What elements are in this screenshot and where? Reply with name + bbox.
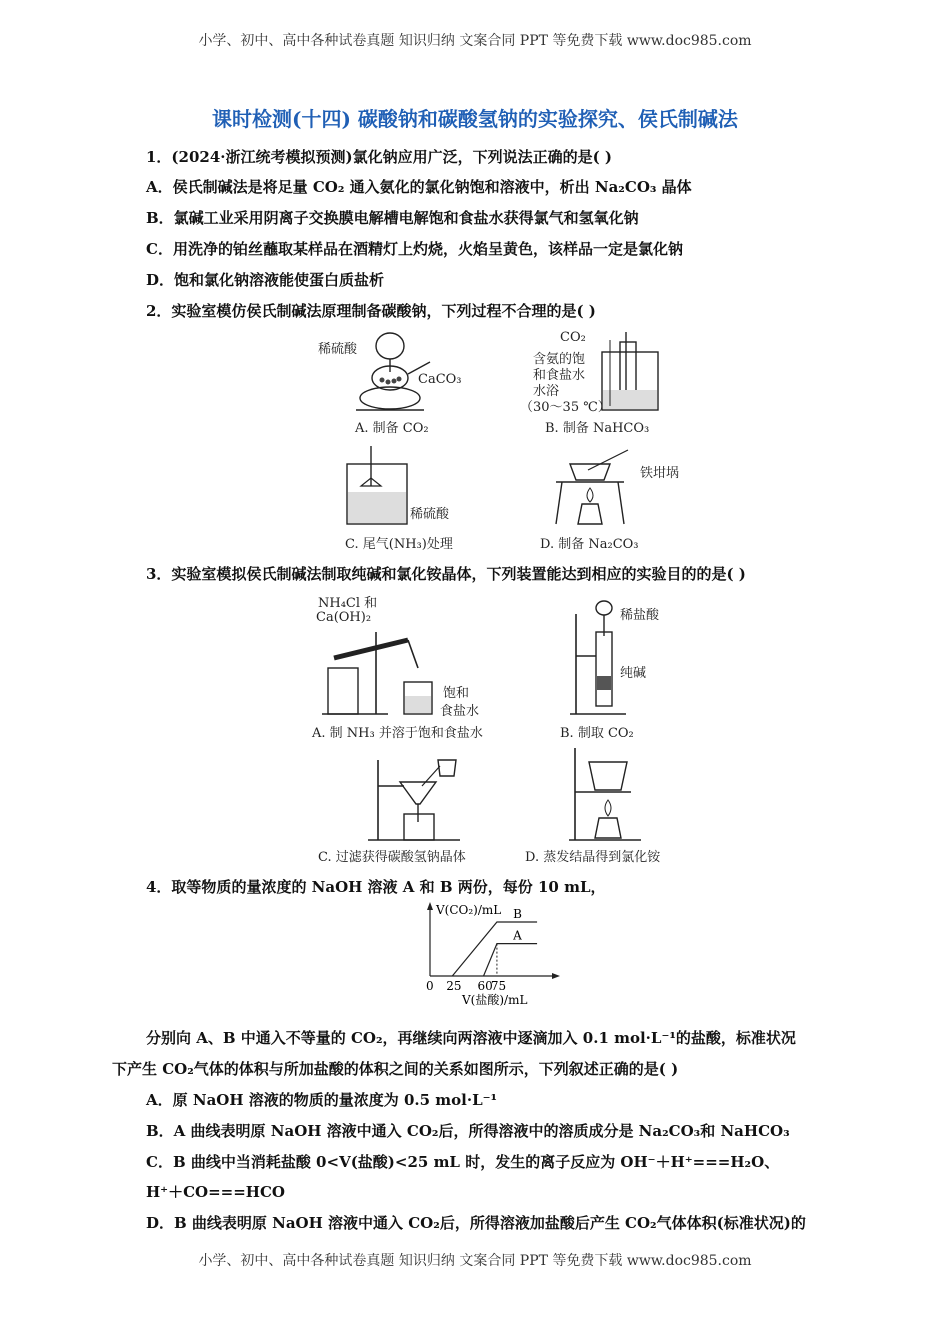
q3-stem: 3．实验室模拟侯氏制碱法制取纯碱和氯化铵晶体，下列装置能达到相应的实验目的的是( ): [146, 565, 746, 583]
caco3-granule: [380, 378, 385, 383]
q2-caption-a: A. 制备 CO₂: [355, 421, 429, 436]
q3-figure-d: [565, 744, 645, 844]
q4-option-d: D．B 曲线表明原 NaOH 溶液中通入 CO₂后，所得溶液加盐酸后产生 CO₂气体体积(标准状况)的: [146, 1214, 806, 1232]
y-axis-arrow: [427, 902, 433, 910]
reaction-tube: [596, 632, 612, 706]
series-lines: [452, 907, 537, 976]
q1-option-a: A．侯氏制碱法是将足量 CO₂ 通入氨化的氯化钠饱和溶液中，析出 Na₂CO₃ 晶体: [146, 178, 692, 196]
bath-water: [603, 390, 657, 409]
q2b-bath-temp-label: （30～35 ℃）: [520, 400, 611, 415]
series-label-B: B: [513, 907, 522, 921]
q2b-solution-label-1: 含氨的饱: [533, 352, 586, 367]
q3-caption-b: B. 制取 CO₂: [560, 726, 634, 741]
y-axis-label: V(CO₂)/mL: [436, 903, 502, 917]
q3-caption-c: C. 过滤获得碳酸氢钠晶体: [318, 850, 466, 865]
test-tube: [334, 640, 408, 658]
q2a-solid-label: CaCO₃: [418, 372, 462, 387]
series-line-A: [484, 944, 538, 976]
q3a-solution-label-1: 饱和: [443, 686, 470, 701]
q4-option-c-cont: H⁺＋CO===HCO: [146, 1183, 285, 1201]
q3-figure-c: [360, 756, 470, 844]
q1-option-b: B．氯碱工业采用阴离子交换膜电解槽电解饱和食盐水获得氯气和氢氧化钠: [146, 209, 639, 227]
tripod-leg: [556, 482, 562, 524]
q2-caption-b: B. 制备 NaHCO₃: [545, 421, 650, 436]
saturated-brine: [405, 696, 431, 713]
q4-paragraph-2: 下产生 CO₂气体的体积与所加盐酸的体积之间的关系如图所示，下列叙述正确的是( ): [112, 1060, 679, 1078]
q2b-gas-label: CO₂: [560, 330, 586, 345]
alcohol-lamp: [595, 818, 621, 838]
q3a-reagent-label-1: NH₄Cl 和: [318, 596, 378, 611]
q3a-solution-label-2: 食盐水: [440, 704, 480, 719]
soda-ash: [597, 676, 611, 690]
q4-option-b: B．A 曲线表明原 NaOH 溶液中通入 CO₂后，所得溶液中的溶质成分是 Na₂CO₃和 NaHCO₃: [146, 1122, 790, 1140]
q4-chart: [410, 900, 570, 1010]
dilute-acid: [348, 492, 406, 523]
receiving-beaker: [404, 814, 434, 840]
series-label-A: A: [513, 928, 522, 943]
q2d-crucible-label: 铁坩埚: [640, 466, 680, 481]
q2-figure-d: [548, 446, 638, 530]
x-axis-arrow: [552, 973, 560, 979]
caco3-granule: [386, 380, 391, 385]
x-tick-label: 60: [477, 979, 493, 993]
q3b-solid-label: 纯碱: [620, 666, 647, 681]
q2-caption-c: C. 尾气(NH₃)处理: [345, 537, 453, 552]
heating-tube-stand: [328, 668, 358, 714]
q1-stem: 1．(2024·浙江统考模拟预测)氯化钠应用广泛，下列说法正确的是( ): [146, 148, 613, 166]
q3b-acid-label: 稀盐酸: [620, 608, 660, 623]
q2c-acid-label: 稀硫酸: [410, 507, 450, 522]
lamp-flame: [605, 800, 611, 816]
x-tick-label: 75: [490, 979, 507, 993]
x-axis-label: V(盐酸)/mL: [462, 993, 528, 1007]
iron-crucible: [570, 464, 610, 480]
pouring-beaker: [438, 760, 456, 776]
kipp-top-bulb: [376, 333, 404, 359]
page-title: 课时检测(十四) 碳酸钠和碳酸氢钠的实验探究、侯氏制碱法: [212, 107, 738, 131]
tripod-leg: [618, 482, 624, 524]
delivery-tube: [408, 640, 418, 668]
q1-option-c: C．用洗净的铂丝蘸取某样品在酒精灯上灼烧，火焰呈黄色，该样品一定是氯化钠: [146, 240, 683, 258]
page-header: 小学、初中、高中各种试卷真题 知识归纳 文案合同 PPT 等免费下载 www.doc985.com: [198, 33, 752, 49]
evaporating-dish: [589, 762, 627, 790]
glass-rod: [588, 450, 628, 470]
q2a-acid-label: 稀硫酸: [318, 342, 358, 357]
filter-funnel: [400, 782, 436, 804]
q2b-bath-label: 水浴: [533, 384, 560, 399]
q3-caption-d: D. 蒸发结晶得到氯化铵: [525, 850, 661, 865]
q2-figure-c: [343, 446, 413, 528]
q2-stem: 2．实验室模仿侯氏制碱法原理制备碳酸钠，下列过程不合理的是( ): [146, 302, 596, 320]
x-tick-label: 25: [446, 979, 462, 993]
x-tick-label: 0: [426, 979, 434, 993]
q2-caption-d: D. 制备 Na₂CO₃: [540, 537, 639, 552]
q4-stem: 4．取等物质的量浓度的 NaOH 溶液 A 和 B 两份，每份 10 mL，: [146, 878, 606, 896]
q3-figure-b: [568, 596, 628, 718]
q1-option-d: D．饱和氯化钠溶液能使蛋白质盐析: [146, 271, 385, 289]
q2b-solution-label-2: 和食盐水: [533, 368, 586, 383]
x-tick-labels: [426, 979, 506, 993]
q3a-reagent-label-2: Ca(OH)₂: [316, 610, 372, 625]
caco3-granule: [392, 379, 397, 384]
page-footer: 小学、初中、高中各种试卷真题 知识归纳 文案合同 PPT 等免费下载 www.doc985.com: [198, 1253, 752, 1269]
q4-paragraph-1: 分别向 A、B 中通入不等量的 CO₂，再继续向两溶液中逐滴加入 0.1 mol·L⁻¹的盐酸，标准状况: [146, 1029, 796, 1047]
separatory-funnel: [596, 601, 612, 615]
q4-option-a: A．原 NaOH 溶液的物质的量浓度为 0.5 mol·L⁻¹: [146, 1091, 498, 1109]
caco3-granule: [397, 377, 402, 382]
alcohol-lamp: [578, 504, 602, 524]
q4-option-c: C．B 曲线中当消耗盐酸 0<V(盐酸)<25 mL 时，发生的离子反应为 OH⁻＋H⁺===H₂O、: [146, 1153, 780, 1171]
q3-caption-a: A. 制 NH₃ 并溶于饱和食盐水: [312, 726, 483, 741]
lamp-flame: [587, 488, 593, 502]
glass-rod: [422, 766, 440, 786]
